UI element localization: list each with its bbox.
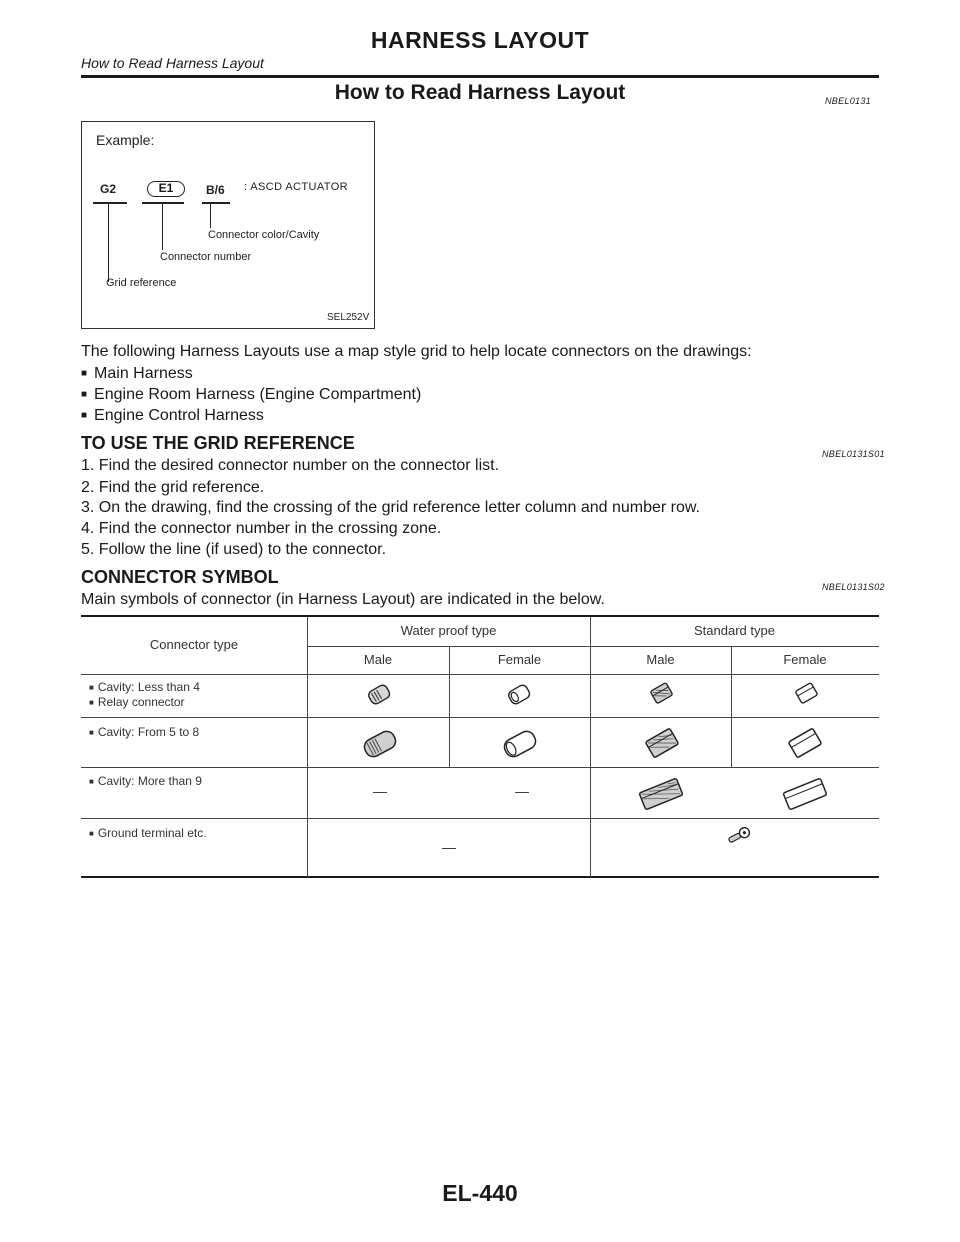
std-female-medium-connector-icon: [785, 725, 825, 761]
wp-male-small-connector-icon: [365, 681, 395, 707]
section-title: How to Read Harness Layout: [334, 81, 626, 104]
connector-symbol-table: [81, 615, 879, 878]
header-standard: Standard type: [694, 623, 775, 638]
connector-underline: [142, 202, 184, 204]
list-item: ■ Engine Control Harness: [81, 407, 264, 424]
std-male-medium-connector-icon: [642, 725, 682, 761]
row-label-ground-terminal: ■ Ground terminal etc.: [89, 826, 207, 840]
wp-male-medium-connector-icon: [359, 727, 401, 761]
page-number: EL-440: [442, 1180, 518, 1206]
table-divider: [307, 646, 879, 647]
page-header-subtitle: How to Read Harness Layout: [81, 55, 264, 71]
callout-grid-reference: Grid reference: [106, 277, 177, 289]
step-1: 1. Find the desired connector number on the connector list.: [81, 457, 500, 474]
step-5: 5. Follow the line (if used) to the connector.: [81, 541, 387, 558]
std-male-large-connector-icon: [635, 774, 687, 814]
connector-callout-line: [162, 204, 163, 250]
callout-color-cavity: Connector color/Cavity: [208, 229, 320, 241]
header-std-male: Male: [646, 652, 675, 667]
header-connector-type: Connector type: [149, 637, 239, 652]
page-header-title: HARNESS LAYOUT: [370, 27, 590, 53]
ground-terminal-icon: [725, 824, 755, 846]
std-female-small-connector-icon: [792, 680, 822, 708]
symbol-section-title: CONNECTOR SYMBOL: [81, 567, 279, 587]
callout-connector-number: Connector number: [160, 251, 252, 263]
wp-male-large-none: —: [373, 783, 387, 799]
row-label-cavity-less-4: ■ Cavity: Less than 4 ■ Relay connector: [89, 680, 200, 709]
std-male-small-connector-icon: [647, 680, 677, 708]
std-female-large-connector-icon: [779, 774, 831, 814]
header-water-proof: Water proof type: [400, 623, 497, 638]
step-3: 3. On the drawing, find the crossing of the grid reference letter column and number row.: [81, 499, 700, 516]
symbol-section-code: NBEL0131S02: [822, 582, 885, 592]
component-name: : ASCD ACTUATOR: [244, 181, 349, 193]
header-std-female: Female: [783, 652, 827, 667]
grid-label: G2: [100, 182, 117, 196]
color-cavity-label: B/6: [206, 183, 225, 197]
grid-underline: [93, 202, 127, 204]
step-4: 4. Find the connector number in the crossing zone.: [81, 520, 442, 537]
color-callout-line: [210, 204, 211, 228]
table-divider: [81, 818, 879, 819]
step-2: 2. Find the grid reference.: [81, 479, 265, 496]
list-item: ■ Engine Room Harness (Engine Compartment): [81, 386, 422, 403]
header-wp-male: Male: [363, 652, 393, 667]
example-heading: Example:: [96, 132, 155, 148]
header-divider: [81, 75, 879, 78]
list-item: ■ Main Harness: [81, 365, 193, 382]
header-wp-female: Female: [497, 652, 542, 667]
color-underline: [202, 202, 230, 204]
connector-number-box: E1: [147, 181, 185, 197]
example-figure: [81, 121, 375, 329]
grid-section-code: NBEL0131S01: [822, 449, 885, 459]
row-label-cavity-5-8: ■ Cavity: From 5 to 8: [89, 725, 200, 739]
row-label-cavity-more-9: ■ Cavity: More than 9: [89, 774, 202, 788]
section-code: NBEL0131: [825, 96, 871, 106]
wp-female-large-none: —: [515, 783, 529, 799]
symbol-intro: Main symbols of connector (in Harness Layout) are indicated in the below.: [81, 591, 605, 608]
table-divider: [81, 674, 879, 675]
grid-callout-line: [108, 204, 109, 282]
wp-female-medium-connector-icon: [499, 727, 541, 761]
figure-id: SEL252V: [327, 312, 370, 323]
grid-section-title: TO USE THE GRID REFERENCE: [81, 433, 355, 453]
intro-text: The following Harness Layouts use a map style grid to help locate connectors on the drawings:: [81, 343, 752, 360]
table-divider: [81, 717, 879, 718]
wp-female-small-connector-icon: [505, 681, 535, 707]
table-divider: [81, 767, 879, 768]
wp-ground-none: —: [442, 839, 456, 855]
